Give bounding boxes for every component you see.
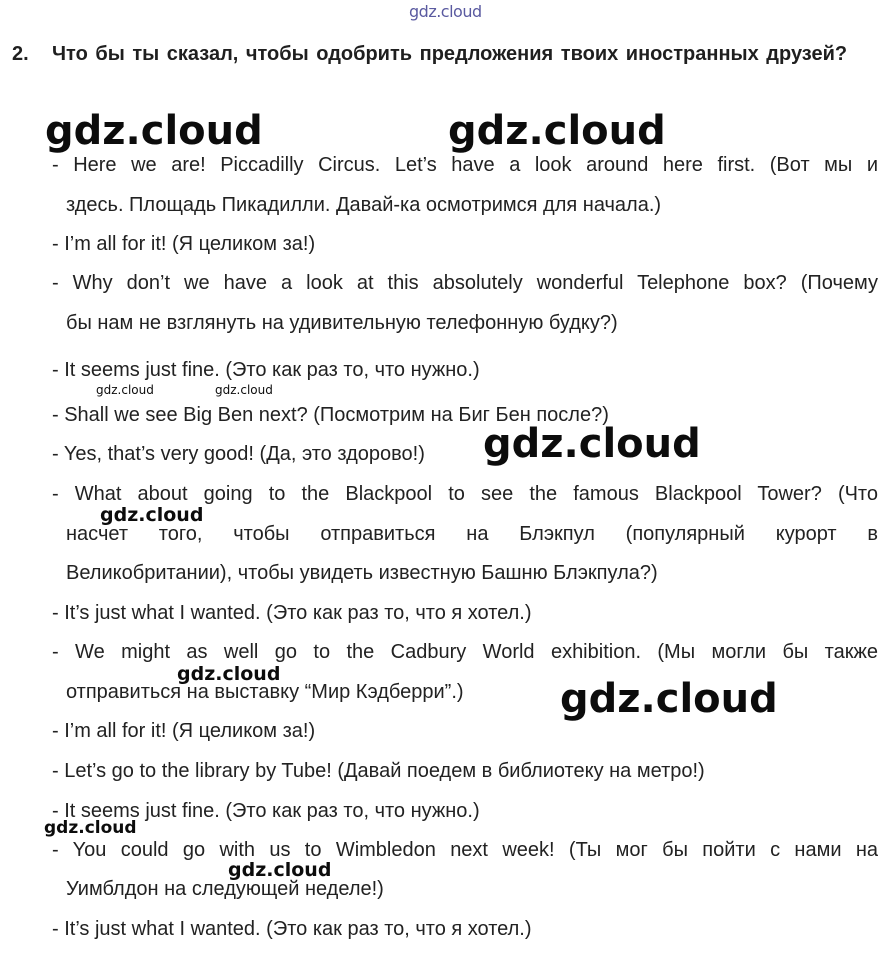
watermark: gdz.cloud xyxy=(483,421,701,467)
dialogue-line: - It seems just fine. (Это как раз то, что нужно.) xyxy=(52,800,480,822)
dialogue-line: отправиться на выставку “Мир Кэдберри”.) xyxy=(66,681,464,703)
dialogue-line: Великобритании), чтобы увидеть известную Башню Блэкпула?) xyxy=(66,562,658,584)
watermark: gdz.cloud xyxy=(100,504,204,526)
dialogue-line: бы нам не взглянуть на удивительную телефонную будку?) xyxy=(66,312,618,334)
watermark: gdz.cloud xyxy=(96,383,154,397)
dialogue-line: - Shall we see Big Ben next? (Посмотрим на Биг Бен после?) xyxy=(52,404,609,426)
dialogue-line: насчет того, чтобы отправиться на Блэкпул (популярный курорт в xyxy=(66,523,878,545)
dialogue-line: - I’m all for it! (Я целиком за!) xyxy=(52,720,316,742)
watermark: gdz.cloud xyxy=(45,108,263,154)
watermark: gdz.cloud xyxy=(228,859,332,881)
dialogue-line: здесь. Площадь Пикадилли. Давай-ка осмотримся для начала.) xyxy=(66,194,662,216)
watermark: gdz.cloud xyxy=(177,663,281,685)
dialogue-line: - We might as well go to the Cadbury World exhibition. (Мы могли бы также xyxy=(52,641,878,663)
task-title: Что бы ты сказал, чтобы одобрить предложения твоих иностранных друзей? xyxy=(52,43,848,65)
dialogue-line: Уимблдон на следующей неделе!) xyxy=(66,878,384,900)
dialogue-line: - Let’s go to the library by Tube! (Давай поедем в библиотеку на метро!) xyxy=(52,760,705,782)
dialogue-line: - Here we are! Piccadilly Circus. Let’s have a look around here first. (Вот мы и xyxy=(52,154,878,176)
dialogue-line: - What about going to the Blackpool to see the famous Blackpool Tower? (Что xyxy=(52,483,878,505)
dialogue-line: - It’s just what I wanted. (Это как раз то, что я хотел.) xyxy=(52,918,532,940)
dialogue-line: - Yes, that’s very good! (Да, это здорово!) xyxy=(52,443,425,465)
watermark: gdz.cloud xyxy=(448,108,666,154)
watermark: gdz.cloud xyxy=(560,676,778,722)
task-number: 2. xyxy=(12,43,29,65)
dialogue-line: - It’s just what I wanted. (Это как раз то, что я хотел.) xyxy=(52,602,532,624)
dialogue-line: - It seems just fine. (Это как раз то, что нужно.) xyxy=(52,359,480,381)
header-watermark: gdz.cloud xyxy=(409,2,482,21)
dialogue-line: - Why don’t we have a look at this absolutely wonderful Telephone box? (Почему xyxy=(52,272,878,294)
watermark: gdz.cloud xyxy=(215,383,273,397)
watermark: gdz.cloud xyxy=(44,818,137,838)
dialogue-line: - I’m all for it! (Я целиком за!) xyxy=(52,233,316,255)
dialogue-line: - You could go with us to Wimbledon next week! (Ты мог бы пойти с нами на xyxy=(52,839,878,861)
task-heading xyxy=(12,34,880,74)
